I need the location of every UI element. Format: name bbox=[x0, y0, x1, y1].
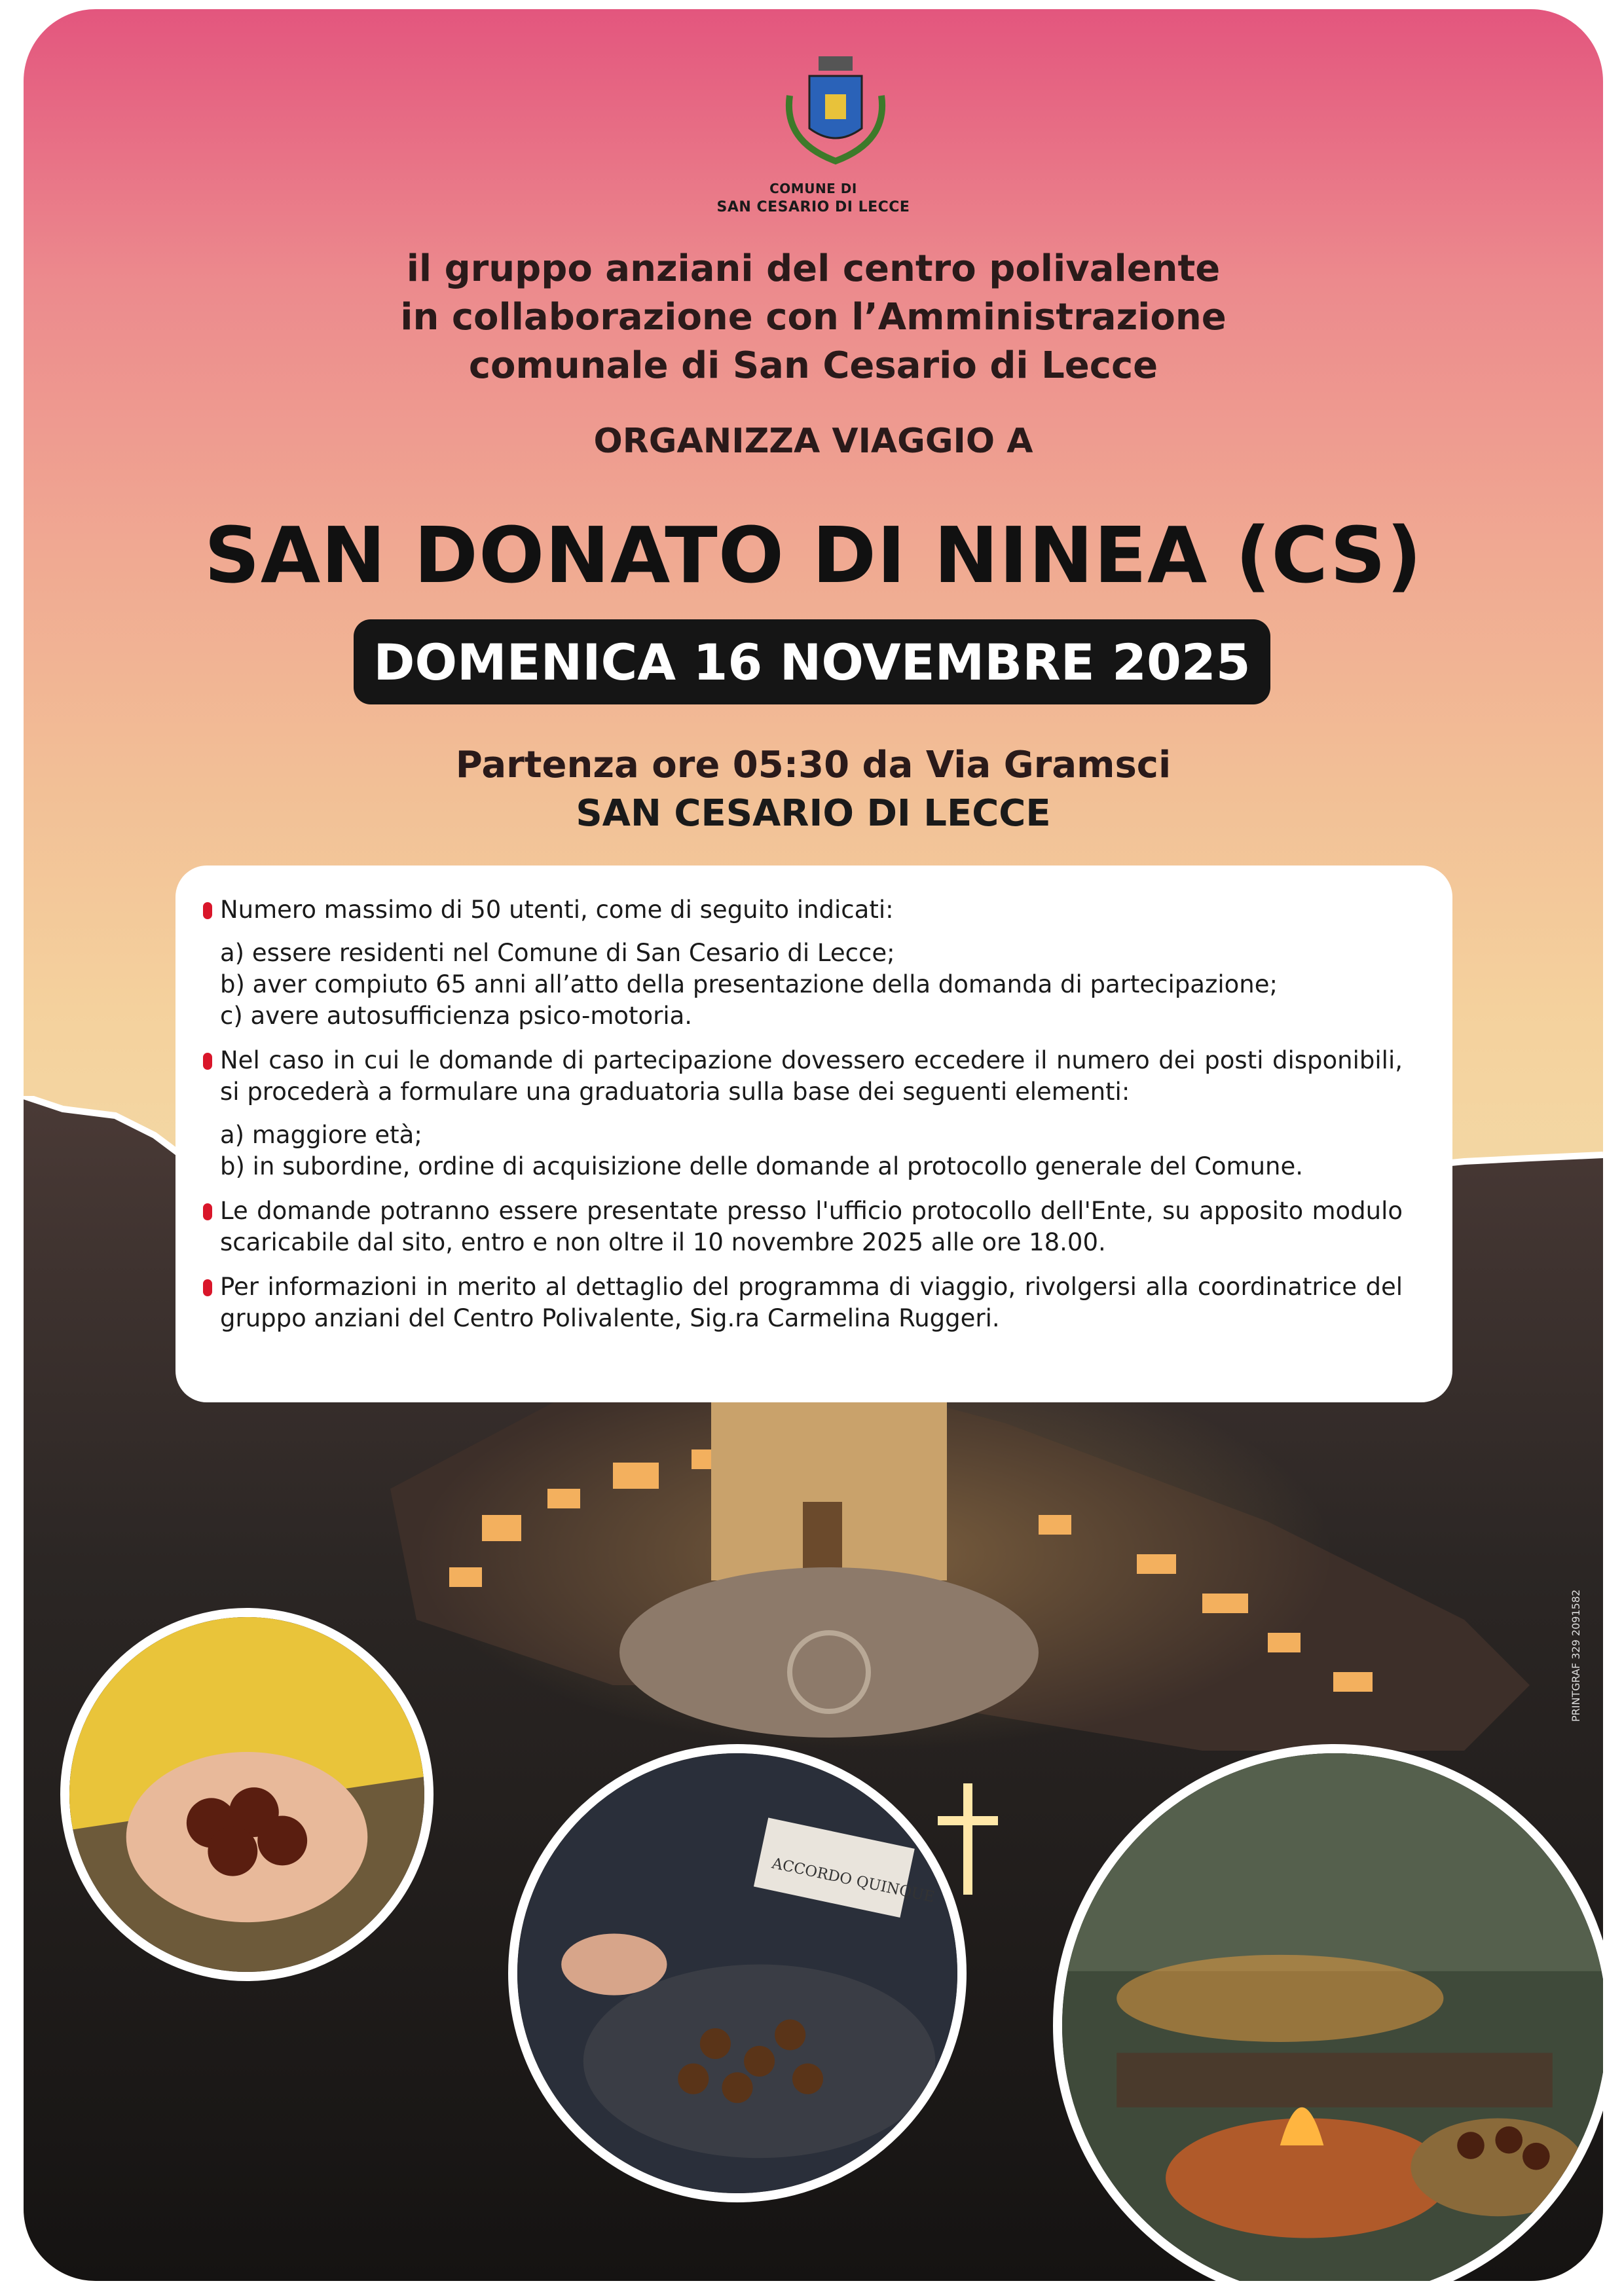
poster bbox=[24, 9, 1603, 2281]
organizza-heading: ORGANIZZA VIAGGIO A bbox=[593, 422, 1033, 461]
info-subitem: a) essere residenti nel Comune di San Cesario di Lecce; bbox=[220, 939, 895, 967]
info-subitem: a) maggiore età; bbox=[220, 1121, 422, 1149]
info-item bbox=[220, 1195, 1403, 1258]
info-subitem: c) avere autosufficienza psico-motoria. bbox=[220, 1002, 693, 1030]
departure-place: SAN CESARIO DI LECCE bbox=[576, 792, 1051, 835]
intro-text bbox=[24, 245, 1603, 390]
info-card bbox=[175, 866, 1452, 1402]
info-item bbox=[220, 894, 1403, 1032]
photo-caption: ACCORDO QUINQUE bbox=[770, 1855, 936, 1906]
bullet-icon bbox=[203, 1279, 212, 1296]
bullet-icon bbox=[203, 902, 212, 919]
printer-credit bbox=[1562, 1541, 1589, 1724]
municipality-crest-icon bbox=[764, 56, 908, 200]
info-item-text: Le domande potranno essere presentate presso l'ufficio protocollo dell'Ente, su apposito modulo scaricabile dal sito, entro e non oltre il 10 novembre 2025 alle ore 18.00. bbox=[220, 1197, 1403, 1256]
info-item bbox=[220, 1045, 1403, 1182]
info-item-text: Numero massimo di 50 utenti, come di seguito indicati: bbox=[220, 896, 894, 924]
event-date-badge: DOMENICA 16 NOVEMBRE 2025 bbox=[354, 619, 1270, 704]
credit-text: PRINTGRAF 329 2091582 bbox=[1570, 1589, 1582, 1722]
info-sublist bbox=[220, 1120, 1403, 1182]
info-item-text: Nel caso in cui le domande di partecipazione dovessero eccedere il numero dei posti disponibili, si procederà a formulare una graduatoria sulla base dei seguenti elementi: bbox=[220, 1046, 1403, 1106]
info-item-text: Per informazioni in merito al dettaglio del programma di viaggio, rivolgersi alla coordinatrice del gruppo anziani del Centro Polivalente, Sig.ra Carmelina Ruggeri. bbox=[220, 1273, 1403, 1332]
info-item bbox=[220, 1271, 1403, 1334]
info-subitem: b) in subordine, ordine di acquisizione delle domande al protocollo generale del Comune. bbox=[220, 1152, 1303, 1180]
info-sublist bbox=[220, 938, 1403, 1032]
logo-caption-line2: SAN CESARIO DI LECCE bbox=[716, 199, 910, 215]
intro-line: il gruppo anziani del centro polivalente bbox=[406, 247, 1221, 290]
destination-title: SAN DONATO DI NINEA (CS) bbox=[204, 510, 1423, 600]
info-subitem: b) aver compiuto 65 anni all’atto della presentazione della domanda di partecipazione; bbox=[220, 970, 1278, 998]
roasting-chestnuts-photo bbox=[508, 1744, 967, 2202]
departure-line: Partenza ore 05:30 da Via Gramsci bbox=[455, 744, 1172, 786]
intro-line: in collaborazione con l’Amministrazione bbox=[400, 296, 1227, 338]
intro-line: comunale di San Cesario di Lecce bbox=[468, 344, 1158, 387]
bullet-icon bbox=[203, 1053, 212, 1070]
bullet-icon bbox=[203, 1203, 212, 1220]
logo-caption-line1: COMUNE DI bbox=[769, 181, 857, 196]
chestnuts-hands-photo bbox=[60, 1608, 434, 1981]
